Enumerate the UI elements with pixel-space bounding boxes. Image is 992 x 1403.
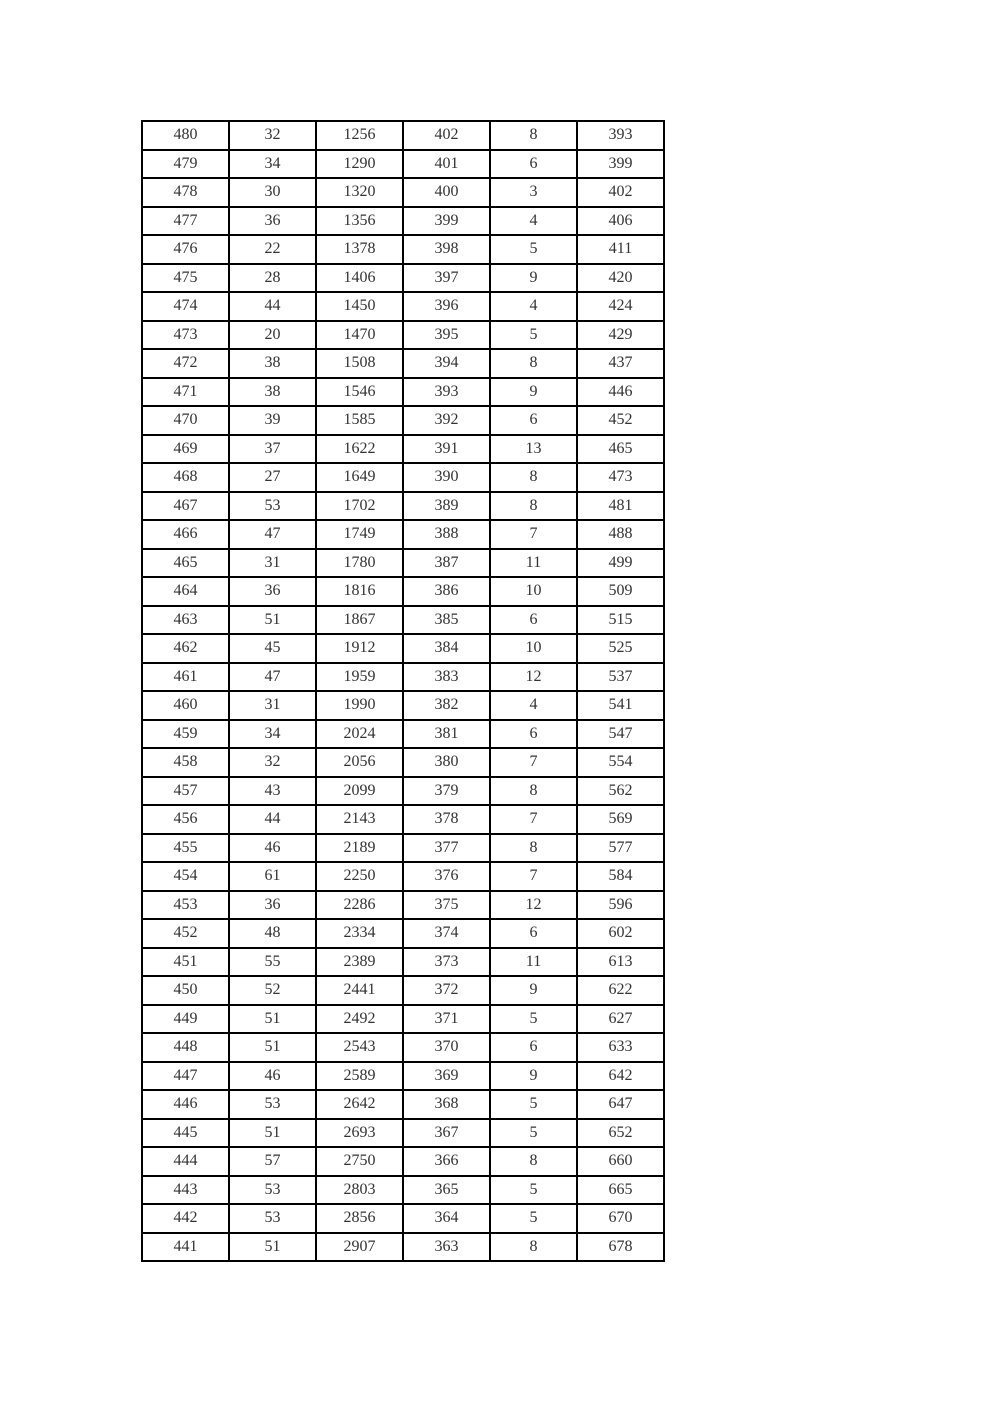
table-cell: 569: [577, 805, 664, 834]
table-cell: 465: [577, 435, 664, 464]
table-row: [142, 1005, 664, 1034]
table-cell: 48: [229, 919, 316, 948]
table-row: [142, 577, 664, 606]
table-cell: 509: [577, 577, 664, 606]
table-cell: 36: [229, 577, 316, 606]
table-cell: 1649: [316, 463, 403, 492]
table-cell: 381: [403, 720, 490, 749]
table-cell: 11: [490, 948, 577, 977]
table-cell: 5: [490, 1005, 577, 1034]
table-cell: 368: [403, 1090, 490, 1119]
table-cell: 390: [403, 463, 490, 492]
table-cell: 446: [142, 1090, 229, 1119]
table-cell: 38: [229, 378, 316, 407]
table-cell: 2543: [316, 1033, 403, 1062]
table-cell: 363: [403, 1233, 490, 1262]
table-cell: 386: [403, 577, 490, 606]
table-cell: 1780: [316, 549, 403, 578]
table-row: [142, 378, 664, 407]
table-row: [142, 663, 664, 692]
table-cell: 456: [142, 805, 229, 834]
table-cell: 458: [142, 748, 229, 777]
table-cell: 8: [490, 1147, 577, 1176]
table-cell: 5: [490, 1090, 577, 1119]
table-cell: 6: [490, 606, 577, 635]
table-cell: 30: [229, 178, 316, 207]
table-cell: 10: [490, 577, 577, 606]
table-cell: 670: [577, 1204, 664, 1233]
table-cell: 7: [490, 862, 577, 891]
table-row: [142, 520, 664, 549]
table-cell: 473: [142, 321, 229, 350]
table-cell: 1702: [316, 492, 403, 521]
table-cell: 9: [490, 976, 577, 1005]
table-cell: 370: [403, 1033, 490, 1062]
table-row: [142, 264, 664, 293]
table-cell: 52: [229, 976, 316, 1005]
table-cell: 488: [577, 520, 664, 549]
table-cell: 5: [490, 1204, 577, 1233]
table-cell: 541: [577, 691, 664, 720]
table-cell: 2492: [316, 1005, 403, 1034]
table-cell: 457: [142, 777, 229, 806]
table-cell: 446: [577, 378, 664, 407]
table-cell: 2099: [316, 777, 403, 806]
table-cell: 464: [142, 577, 229, 606]
table-row: [142, 948, 664, 977]
table-cell: 396: [403, 292, 490, 321]
table-cell: 378: [403, 805, 490, 834]
table-cell: 478: [142, 178, 229, 207]
table-cell: 43: [229, 777, 316, 806]
table-cell: 51: [229, 1119, 316, 1148]
table-cell: 53: [229, 1090, 316, 1119]
table-cell: 642: [577, 1062, 664, 1091]
table-cell: 429: [577, 321, 664, 350]
table-cell: 392: [403, 406, 490, 435]
table-cell: 448: [142, 1033, 229, 1062]
table-cell: 469: [142, 435, 229, 464]
table-cell: 380: [403, 748, 490, 777]
table-cell: 2189: [316, 834, 403, 863]
table-row: [142, 178, 664, 207]
table-cell: 401: [403, 150, 490, 179]
table-cell: 447: [142, 1062, 229, 1091]
table-cell: 472: [142, 349, 229, 378]
table-cell: 2056: [316, 748, 403, 777]
table-cell: 460: [142, 691, 229, 720]
table-cell: 367: [403, 1119, 490, 1148]
table-cell: 455: [142, 834, 229, 863]
table-row: [142, 406, 664, 435]
table-cell: 61: [229, 862, 316, 891]
table-cell: 445: [142, 1119, 229, 1148]
table-cell: 420: [577, 264, 664, 293]
table-cell: 547: [577, 720, 664, 749]
table-cell: 9: [490, 378, 577, 407]
table-cell: 3: [490, 178, 577, 207]
table-cell: 452: [142, 919, 229, 948]
table-cell: 365: [403, 1176, 490, 1205]
table-cell: 1256: [316, 121, 403, 150]
table-cell: 2750: [316, 1147, 403, 1176]
table-cell: 38: [229, 349, 316, 378]
table-cell: 397: [403, 264, 490, 293]
table-cell: 36: [229, 207, 316, 236]
table-cell: 46: [229, 834, 316, 863]
table-row: [142, 1033, 664, 1062]
table-cell: 9: [490, 264, 577, 293]
table-cell: 1470: [316, 321, 403, 350]
table-row: [142, 235, 664, 264]
table-cell: 393: [403, 378, 490, 407]
table-cell: 373: [403, 948, 490, 977]
table-cell: 450: [142, 976, 229, 1005]
table-cell: 2250: [316, 862, 403, 891]
table-cell: 51: [229, 1005, 316, 1034]
table-cell: 475: [142, 264, 229, 293]
table-cell: 652: [577, 1119, 664, 1148]
table-cell: 5: [490, 1119, 577, 1148]
table-cell: 8: [490, 121, 577, 150]
table-cell: 10: [490, 634, 577, 663]
table-cell: 388: [403, 520, 490, 549]
table-cell: 394: [403, 349, 490, 378]
table-cell: 22: [229, 235, 316, 264]
table-cell: 6: [490, 919, 577, 948]
table-cell: 473: [577, 463, 664, 492]
table-row: [142, 691, 664, 720]
table-cell: 4: [490, 207, 577, 236]
table-cell: 622: [577, 976, 664, 1005]
table-cell: 57: [229, 1147, 316, 1176]
table-cell: 393: [577, 121, 664, 150]
table-cell: 8: [490, 834, 577, 863]
table-cell: 7: [490, 748, 577, 777]
table-cell: 577: [577, 834, 664, 863]
table-cell: 1508: [316, 349, 403, 378]
table-cell: 6: [490, 150, 577, 179]
table-cell: 660: [577, 1147, 664, 1176]
table-cell: 1378: [316, 235, 403, 264]
table-cell: 395: [403, 321, 490, 350]
table-cell: 402: [577, 178, 664, 207]
table-cell: 462: [142, 634, 229, 663]
table-cell: 53: [229, 1204, 316, 1233]
table-row: [142, 834, 664, 863]
table-cell: 525: [577, 634, 664, 663]
score-table-body: [142, 121, 664, 1261]
table-cell: 36: [229, 891, 316, 920]
table-cell: 2907: [316, 1233, 403, 1262]
table-cell: 481: [577, 492, 664, 521]
table-cell: 44: [229, 805, 316, 834]
table-cell: 461: [142, 663, 229, 692]
table-cell: 424: [577, 292, 664, 321]
table-cell: 31: [229, 691, 316, 720]
table-cell: 12: [490, 663, 577, 692]
table-row: [142, 321, 664, 350]
table-row: [142, 606, 664, 635]
table-cell: 465: [142, 549, 229, 578]
table-cell: 1622: [316, 435, 403, 464]
table-cell: 6: [490, 720, 577, 749]
table-cell: 466: [142, 520, 229, 549]
table-cell: 515: [577, 606, 664, 635]
table-cell: 1450: [316, 292, 403, 321]
table-cell: 9: [490, 1062, 577, 1091]
table-cell: 387: [403, 549, 490, 578]
table-cell: 602: [577, 919, 664, 948]
table-cell: 379: [403, 777, 490, 806]
table-cell: 562: [577, 777, 664, 806]
table-cell: 366: [403, 1147, 490, 1176]
table-row: [142, 1204, 664, 1233]
table-cell: 468: [142, 463, 229, 492]
table-cell: 11: [490, 549, 577, 578]
table-cell: 372: [403, 976, 490, 1005]
table-cell: 442: [142, 1204, 229, 1233]
table-cell: 371: [403, 1005, 490, 1034]
table-cell: 537: [577, 663, 664, 692]
table-cell: 2589: [316, 1062, 403, 1091]
table-cell: 389: [403, 492, 490, 521]
table-cell: 8: [490, 492, 577, 521]
table-row: [142, 720, 664, 749]
table-cell: 647: [577, 1090, 664, 1119]
table-cell: 377: [403, 834, 490, 863]
table-cell: 34: [229, 150, 316, 179]
table-cell: 369: [403, 1062, 490, 1091]
table-cell: 2024: [316, 720, 403, 749]
table-cell: 2334: [316, 919, 403, 948]
table-cell: 1356: [316, 207, 403, 236]
table-cell: 20: [229, 321, 316, 350]
table-cell: 463: [142, 606, 229, 635]
table-cell: 400: [403, 178, 490, 207]
table-cell: 5: [490, 321, 577, 350]
table-cell: 5: [490, 1176, 577, 1205]
table-cell: 8: [490, 463, 577, 492]
table-cell: 45: [229, 634, 316, 663]
table-cell: 451: [142, 948, 229, 977]
table-row: [142, 862, 664, 891]
table-row: [142, 150, 664, 179]
table-cell: 454: [142, 862, 229, 891]
table-row: [142, 435, 664, 464]
table-row: [142, 976, 664, 1005]
table-cell: 374: [403, 919, 490, 948]
table-cell: 479: [142, 150, 229, 179]
table-row: [142, 634, 664, 663]
table-cell: 477: [142, 207, 229, 236]
table-cell: 1290: [316, 150, 403, 179]
table-cell: 2389: [316, 948, 403, 977]
table-cell: 1959: [316, 663, 403, 692]
table-row: [142, 1147, 664, 1176]
table-row: [142, 349, 664, 378]
table-row: [142, 207, 664, 236]
table-cell: 32: [229, 121, 316, 150]
table-cell: 596: [577, 891, 664, 920]
table-cell: 1867: [316, 606, 403, 635]
table-cell: 2441: [316, 976, 403, 1005]
table-cell: 1406: [316, 264, 403, 293]
table-cell: 1749: [316, 520, 403, 549]
table-cell: 467: [142, 492, 229, 521]
table-cell: 13: [490, 435, 577, 464]
table-cell: 613: [577, 948, 664, 977]
table-cell: 678: [577, 1233, 664, 1262]
table-row: [142, 492, 664, 521]
table-cell: 32: [229, 748, 316, 777]
table-cell: 6: [490, 1033, 577, 1062]
table-cell: 584: [577, 862, 664, 891]
table-cell: 406: [577, 207, 664, 236]
table-cell: 51: [229, 606, 316, 635]
table-cell: 382: [403, 691, 490, 720]
table-cell: 459: [142, 720, 229, 749]
table-cell: 2642: [316, 1090, 403, 1119]
table-cell: 6: [490, 406, 577, 435]
table-cell: 443: [142, 1176, 229, 1205]
table-cell: 470: [142, 406, 229, 435]
table-cell: 44: [229, 292, 316, 321]
table-cell: 376: [403, 862, 490, 891]
table-cell: 1320: [316, 178, 403, 207]
table-cell: 55: [229, 948, 316, 977]
table-row: [142, 748, 664, 777]
table-cell: 441: [142, 1233, 229, 1262]
table-cell: 39: [229, 406, 316, 435]
table-cell: 1990: [316, 691, 403, 720]
table-cell: 411: [577, 235, 664, 264]
table-cell: 53: [229, 1176, 316, 1205]
table-row: [142, 1176, 664, 1205]
table-cell: 499: [577, 549, 664, 578]
score-table: [141, 120, 665, 1262]
table-cell: 7: [490, 805, 577, 834]
table-cell: 2803: [316, 1176, 403, 1205]
table-cell: 8: [490, 1233, 577, 1262]
table-cell: 385: [403, 606, 490, 635]
table-cell: 1585: [316, 406, 403, 435]
table-row: [142, 1233, 664, 1262]
table-cell: 633: [577, 1033, 664, 1062]
table-row: [142, 549, 664, 578]
table-cell: 453: [142, 891, 229, 920]
table-cell: 476: [142, 235, 229, 264]
table-cell: 383: [403, 663, 490, 692]
table-cell: 27: [229, 463, 316, 492]
table-cell: 449: [142, 1005, 229, 1034]
table-row: [142, 463, 664, 492]
table-cell: 398: [403, 235, 490, 264]
table-cell: 1912: [316, 634, 403, 663]
table-cell: 34: [229, 720, 316, 749]
table-cell: 364: [403, 1204, 490, 1233]
table-cell: 47: [229, 520, 316, 549]
table-cell: 437: [577, 349, 664, 378]
table-row: [142, 292, 664, 321]
table-cell: 4: [490, 292, 577, 321]
table-cell: 5: [490, 235, 577, 264]
table-cell: 51: [229, 1233, 316, 1262]
table-cell: 391: [403, 435, 490, 464]
table-cell: 444: [142, 1147, 229, 1176]
table-cell: 399: [577, 150, 664, 179]
table-cell: 37: [229, 435, 316, 464]
table-cell: 474: [142, 292, 229, 321]
table-cell: 2693: [316, 1119, 403, 1148]
table-row: [142, 1119, 664, 1148]
table-cell: 28: [229, 264, 316, 293]
table-cell: 2143: [316, 805, 403, 834]
table-cell: 8: [490, 349, 577, 378]
table-cell: 1546: [316, 378, 403, 407]
table-cell: 402: [403, 121, 490, 150]
table-cell: 452: [577, 406, 664, 435]
table-row: [142, 891, 664, 920]
table-cell: 399: [403, 207, 490, 236]
table-cell: 53: [229, 492, 316, 521]
table-cell: 51: [229, 1033, 316, 1062]
table-cell: 665: [577, 1176, 664, 1205]
table-row: [142, 777, 664, 806]
table-cell: 2856: [316, 1204, 403, 1233]
table-row: [142, 121, 664, 150]
table-row: [142, 1062, 664, 1091]
table-cell: 384: [403, 634, 490, 663]
table-cell: 12: [490, 891, 577, 920]
table-cell: 47: [229, 663, 316, 692]
table-cell: 471: [142, 378, 229, 407]
table-cell: 2286: [316, 891, 403, 920]
table-cell: 1816: [316, 577, 403, 606]
table-cell: 554: [577, 748, 664, 777]
table-cell: 46: [229, 1062, 316, 1091]
table-cell: 7: [490, 520, 577, 549]
table-row: [142, 1090, 664, 1119]
table-cell: 31: [229, 549, 316, 578]
table-cell: 627: [577, 1005, 664, 1034]
table-row: [142, 805, 664, 834]
table-cell: 480: [142, 121, 229, 150]
table-cell: 8: [490, 777, 577, 806]
table-cell: 375: [403, 891, 490, 920]
table-row: [142, 919, 664, 948]
table-cell: 4: [490, 691, 577, 720]
